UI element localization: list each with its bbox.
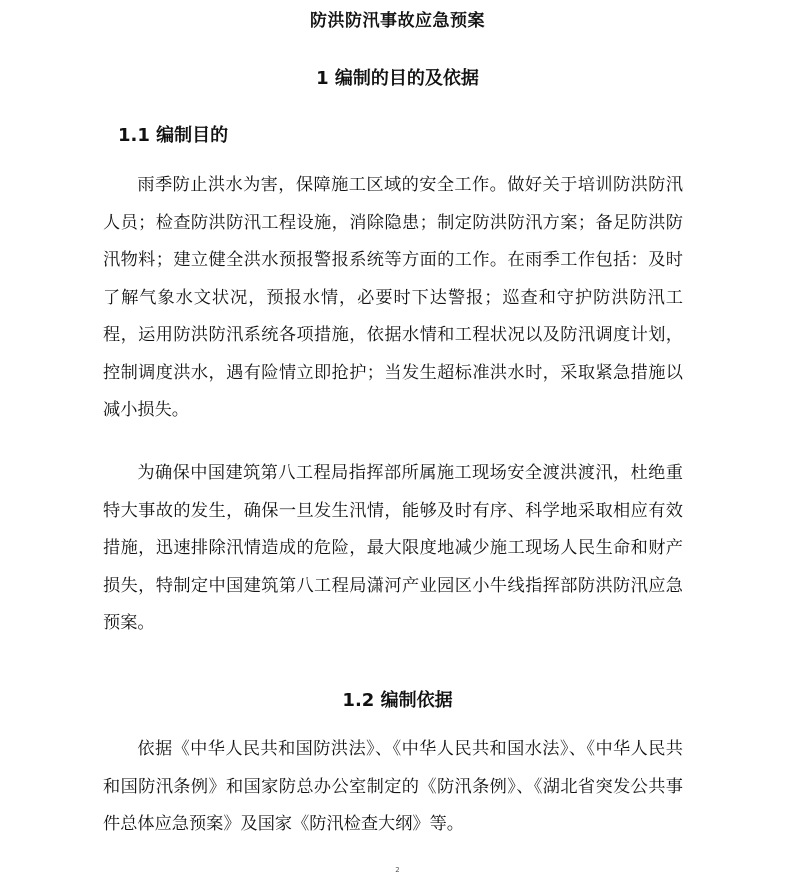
subsection-heading-purpose: 1.1 编制目的 — [118, 125, 229, 146]
page-number: 2 — [395, 866, 400, 874]
subsection-heading-basis: 1.2 编制依据 — [342, 690, 453, 711]
document-title: 防洪防汛事故应急预案 — [310, 11, 485, 31]
paragraph-purpose: 雨季防止洪水为害，保障施工区域的安全工作。做好关于培训防洪防汛人员；检查防洪防汛工程设施，消除隐患；制定防洪防汛方案；备足防洪防汛物料；建立健全洪水预报警报系统等方面的工作。在雨季工作包括：及时了解气象水文状况，预报水情，必要时下达警报；巡查和守护防洪防汛工程，运用防洪防汛系统各项措施，依据水情和工程状况以及防汛调度计划，控制调度洪水，遇有险情立即抢护；当发生超标准洪水时，采取紧急措施以减小损失。 — [103, 175, 683, 420]
paragraph-basis: 依据《中华人民共和国防洪法》、《中华人民共和国水法》、《中华人民共和国防汛条例》和国家防总办公室制定的《防汛条例》、《湖北省突发公共事件总体应急预案》及国家《防汛检查大纲》等。 — [103, 739, 683, 834]
paragraph-objective: 为确保中国建筑第八工程局指挥部所属施工现场安全渡洪渡汛，杜绝重特大事故的发生，确保一旦发生汛情，能够及时有序、科学地采取相应有效措施，迅速排除汛情造成的危险，最大限度地减少施工现场人民生命和财产损失，特制定中国建筑第八工程局潇河产业园区小牛线指挥部防洪防汛应急预案。 — [103, 463, 683, 633]
section-heading: 1 编制的目的及依据 — [316, 68, 479, 89]
